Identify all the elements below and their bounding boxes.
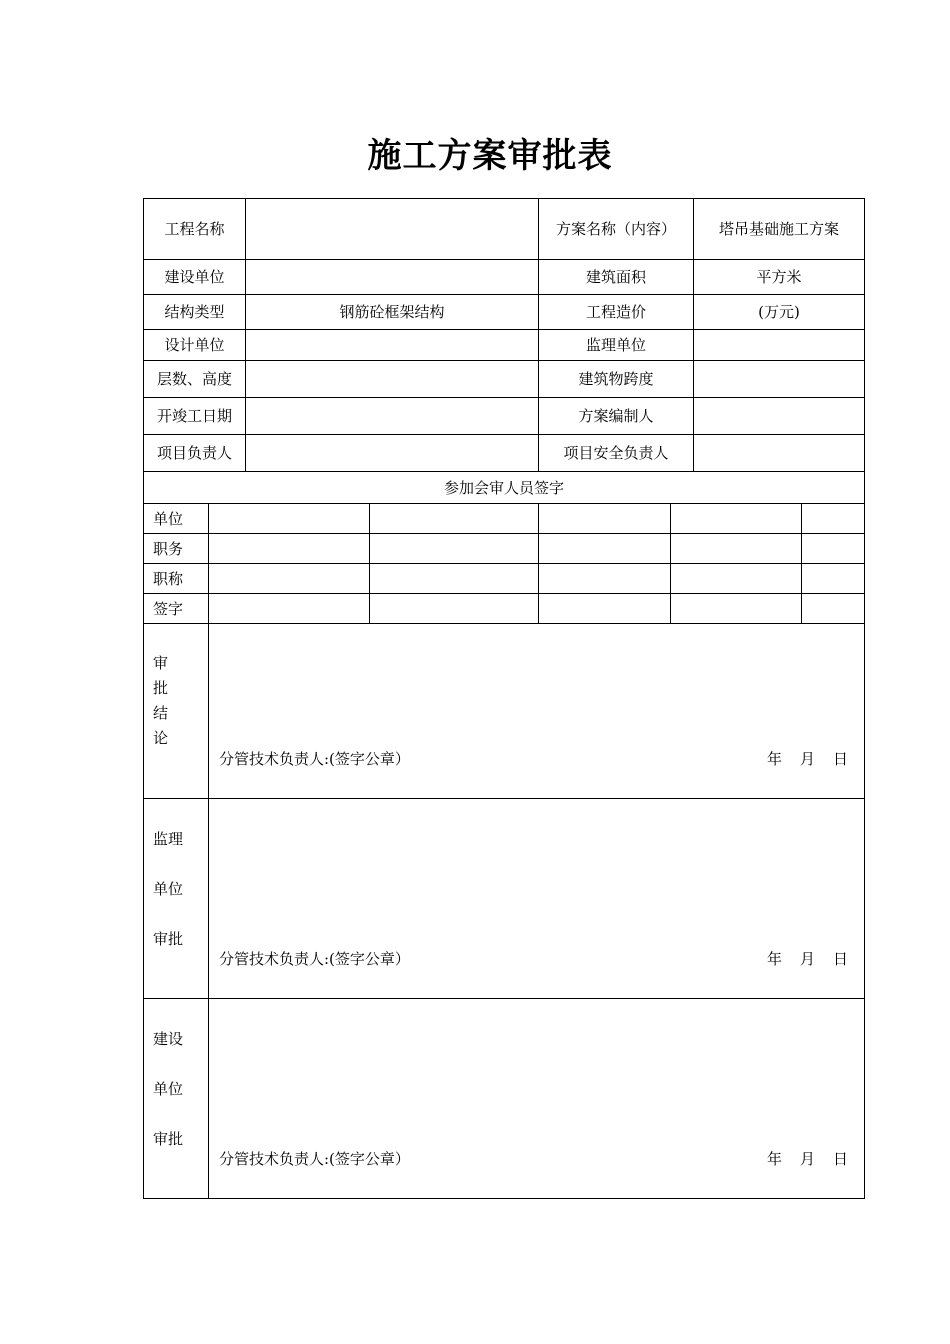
signature-row [144, 564, 865, 594]
supervisor-approval-label-cell [144, 799, 209, 999]
supervisor-approval-label-line: 审批 [153, 930, 184, 948]
signature-cell[interactable] [539, 594, 671, 624]
signature-cell[interactable] [671, 534, 802, 564]
supervisor-approval-label [153, 827, 208, 952]
day-label: 日 [833, 1150, 849, 1168]
signature-cell[interactable] [539, 504, 671, 534]
supervisor-approval-area[interactable] [209, 799, 865, 999]
approval-form-table [143, 198, 865, 1199]
conclusion-area[interactable] [209, 624, 865, 799]
signature-cell[interactable] [209, 594, 370, 624]
supervisor-date [749, 950, 848, 968]
floors-label: 层数、高度 [144, 361, 246, 398]
designer-label: 设计单位 [144, 330, 246, 361]
dates-field[interactable] [246, 398, 539, 435]
supervisor-signer: 分管技术负责人:(签字公章） [219, 950, 410, 968]
area-label: 建筑面积 [539, 260, 694, 295]
span-label: 建筑物跨度 [539, 361, 694, 398]
structure-label: 结构类型 [144, 295, 246, 330]
designer-field[interactable] [246, 330, 539, 361]
page-title: 施工方案审批表 [367, 136, 613, 176]
builder-approval-label-line: 建设 [153, 1030, 184, 1048]
signature-cell[interactable] [802, 564, 865, 594]
signature-cell[interactable] [209, 504, 370, 534]
year-label: 年 [767, 750, 783, 768]
cost-field[interactable]: (万元) [694, 295, 865, 330]
builder-approval-area[interactable] [209, 999, 865, 1199]
builder-field[interactable] [246, 260, 539, 295]
signature-cell[interactable] [539, 564, 671, 594]
supervisor-approval-label-line: 监理 [153, 830, 184, 848]
project-name-field[interactable] [246, 199, 539, 260]
signature-cell[interactable] [671, 504, 802, 534]
conclusion-label-cell [144, 624, 209, 799]
cost-label: 工程造价 [539, 295, 694, 330]
signatures-heading: 参加会审人员签字 [144, 472, 865, 504]
builder-approval-label [153, 1027, 208, 1152]
day-label: 日 [833, 950, 849, 968]
month-label: 月 [800, 750, 816, 768]
dates-label: 开竣工日期 [144, 398, 246, 435]
author-field[interactable] [694, 398, 865, 435]
signature-cell[interactable] [370, 504, 539, 534]
signature-cell[interactable] [370, 594, 539, 624]
builder-approval-label-line: 审批 [153, 1130, 184, 1148]
signature-cell[interactable] [209, 534, 370, 564]
builder-label: 建设单位 [144, 260, 246, 295]
supervisor-approval-label-line: 单位 [153, 880, 184, 898]
builder-approval-label-line: 单位 [153, 1080, 184, 1098]
signature-cell[interactable] [671, 594, 802, 624]
structure-field[interactable]: 钢筋砼框架结构 [246, 295, 539, 330]
builder-signer: 分管技术负责人:(签字公章） [219, 1150, 410, 1168]
signature-cell[interactable] [671, 564, 802, 594]
plan-name-label: 方案名称（内容） [539, 199, 694, 260]
safety-label: 项目安全负责人 [539, 435, 694, 472]
span-field[interactable] [694, 361, 865, 398]
year-label: 年 [767, 1150, 783, 1168]
signature-row-label: 职称 [144, 564, 209, 594]
builder-approval-label-cell [144, 999, 209, 1199]
signature-row-label: 签字 [144, 594, 209, 624]
month-label: 月 [800, 950, 816, 968]
supervisor-label: 监理单位 [539, 330, 694, 361]
plan-name-field[interactable]: 塔吊基础施工方案 [694, 199, 865, 260]
signature-cell[interactable] [802, 594, 865, 624]
builder-date [749, 1150, 848, 1168]
signature-cell[interactable] [370, 534, 539, 564]
signature-row [144, 594, 865, 624]
conclusion-label: 审批结论 [153, 654, 169, 747]
month-label: 月 [800, 1150, 816, 1168]
signature-cell[interactable] [209, 564, 370, 594]
year-label: 年 [767, 950, 783, 968]
signature-cell[interactable] [539, 534, 671, 564]
signature-row [144, 504, 865, 534]
signature-cell[interactable] [802, 534, 865, 564]
signature-cell[interactable] [802, 504, 865, 534]
signature-cell[interactable] [370, 564, 539, 594]
supervisor-field[interactable] [694, 330, 865, 361]
floors-field[interactable] [246, 361, 539, 398]
day-label: 日 [833, 750, 849, 768]
pm-field[interactable] [246, 435, 539, 472]
signature-row-label: 单位 [144, 504, 209, 534]
signature-row [144, 534, 865, 564]
conclusion-signer: 分管技术负责人:(签字公章） [219, 750, 410, 768]
project-name-label: 工程名称 [144, 199, 246, 260]
safety-field[interactable] [694, 435, 865, 472]
conclusion-date [749, 750, 848, 768]
author-label: 方案编制人 [539, 398, 694, 435]
area-field[interactable]: 平方米 [694, 260, 865, 295]
signature-row-label: 职务 [144, 534, 209, 564]
pm-label: 项目负责人 [144, 435, 246, 472]
